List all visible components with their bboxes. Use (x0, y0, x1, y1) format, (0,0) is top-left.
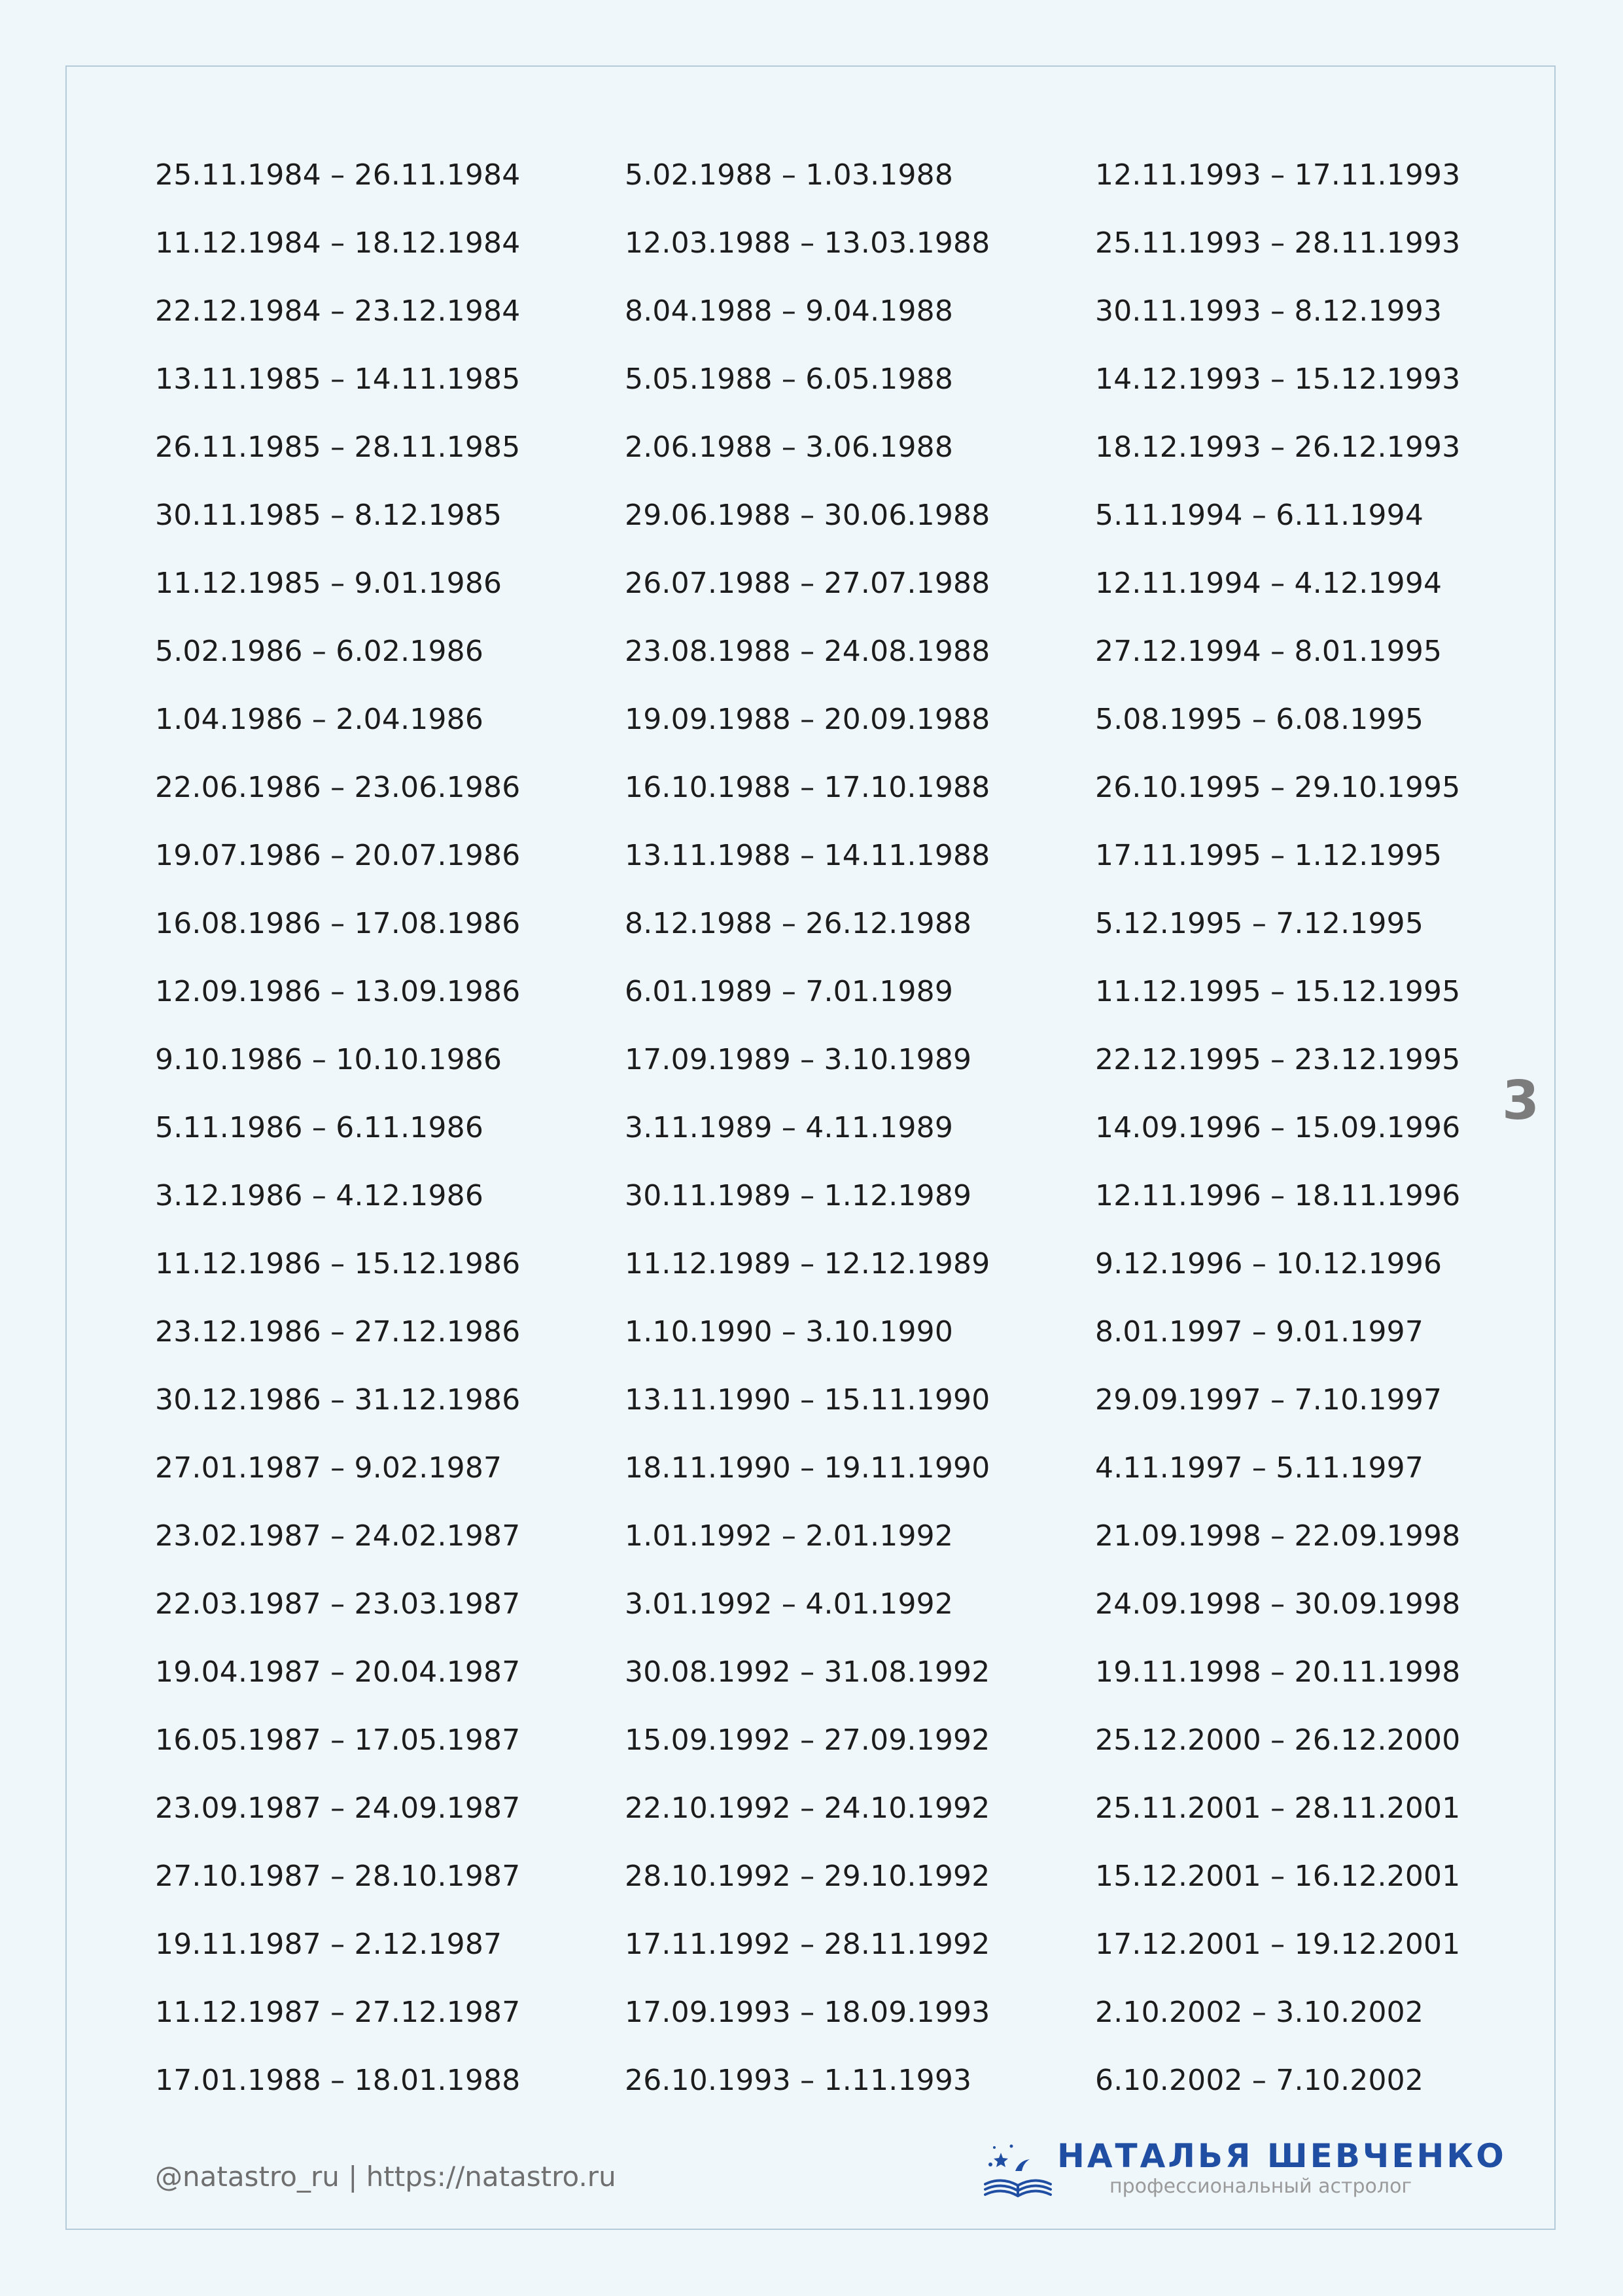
date-range: 25.12.2000 – 26.12.2000 (1095, 1723, 1461, 1757)
date-range: 2.06.1988 – 3.06.1988 (625, 431, 954, 464)
date-range: 22.12.1995 – 23.12.1995 (1095, 1043, 1461, 1076)
date-range: 15.12.2001 – 16.12.2001 (1095, 1860, 1461, 1893)
date-range: 24.09.1998 – 30.09.1998 (1095, 1587, 1461, 1621)
date-range: 11.12.1985 – 9.01.1986 (155, 567, 502, 600)
date-range: 13.11.1988 – 14.11.1988 (625, 839, 990, 872)
date-range: 29.06.1988 – 30.06.1988 (625, 499, 990, 532)
date-range: 9.10.1986 – 10.10.1986 (155, 1043, 502, 1076)
date-range: 14.12.1993 – 15.12.1993 (1095, 362, 1461, 396)
date-range: 5.02.1986 – 6.02.1986 (155, 635, 484, 668)
date-range: 27.10.1987 – 28.10.1987 (155, 1860, 521, 1893)
date-range: 18.11.1990 – 19.11.1990 (625, 1451, 990, 1485)
date-range: 5.11.1986 – 6.11.1986 (155, 1111, 484, 1144)
date-range: 17.09.1993 – 18.09.1993 (625, 1996, 990, 2029)
date-range: 23.12.1986 – 27.12.1986 (155, 1315, 521, 1349)
dates-column-2 (625, 156, 991, 2129)
date-range: 5.02.1988 – 1.03.1988 (625, 158, 954, 192)
date-range: 19.04.1987 – 20.04.1987 (155, 1655, 521, 1689)
page-number: 3 (1502, 1070, 1540, 1132)
date-range: 27.12.1994 – 8.01.1995 (1095, 635, 1442, 668)
date-range: 26.10.1993 – 1.11.1993 (625, 2064, 972, 2097)
date-range: 26.11.1985 – 28.11.1985 (155, 431, 521, 464)
date-range: 12.11.1993 – 17.11.1993 (1095, 158, 1461, 192)
date-range: 12.03.1988 – 13.03.1988 (625, 226, 990, 260)
date-range: 12.11.1994 – 4.12.1994 (1095, 567, 1442, 600)
date-range: 19.11.1998 – 20.11.1998 (1095, 1655, 1461, 1689)
date-range: 25.11.2001 – 28.11.2001 (1095, 1792, 1461, 1825)
date-range: 17.11.1992 – 28.11.1992 (625, 1928, 990, 1961)
date-range: 13.11.1985 – 14.11.1985 (155, 362, 521, 396)
date-range: 5.11.1994 – 6.11.1994 (1095, 499, 1424, 532)
date-range: 11.12.1986 – 15.12.1986 (155, 1247, 521, 1280)
date-range: 16.10.1988 – 17.10.1988 (625, 771, 990, 804)
dates-column-3 (1095, 156, 1461, 2129)
date-range: 30.11.1985 – 8.12.1985 (155, 499, 502, 532)
date-range: 15.09.1992 – 27.09.1992 (625, 1723, 990, 1757)
date-range: 16.05.1987 – 17.05.1987 (155, 1723, 521, 1757)
date-range: 30.08.1992 – 31.08.1992 (625, 1655, 990, 1689)
date-range: 23.02.1987 – 24.02.1987 (155, 1519, 521, 1553)
date-range: 1.04.1986 – 2.04.1986 (155, 703, 484, 736)
date-range: 8.04.1988 – 9.04.1988 (625, 294, 954, 328)
date-range: 19.07.1986 – 20.07.1986 (155, 839, 521, 872)
date-range: 28.10.1992 – 29.10.1992 (625, 1860, 990, 1893)
date-range: 17.12.2001 – 19.12.2001 (1095, 1928, 1461, 1961)
date-range: 4.11.1997 – 5.11.1997 (1095, 1451, 1424, 1485)
date-range: 16.08.1986 – 17.08.1986 (155, 907, 521, 940)
date-range: 14.09.1996 – 15.09.1996 (1095, 1111, 1461, 1144)
brand-logo (979, 2134, 1507, 2206)
date-range: 25.11.1993 – 28.11.1993 (1095, 226, 1461, 260)
date-range: 1.01.1992 – 2.01.1992 (625, 1519, 954, 1553)
date-range: 22.03.1987 – 23.03.1987 (155, 1587, 521, 1621)
date-range: 30.12.1986 – 31.12.1986 (155, 1383, 521, 1417)
date-range: 26.10.1995 – 29.10.1995 (1095, 771, 1461, 804)
date-range: 19.09.1988 – 20.09.1988 (625, 703, 990, 736)
date-range: 17.01.1988 – 18.01.1988 (155, 2064, 521, 2097)
date-range: 3.01.1992 – 4.01.1992 (625, 1587, 954, 1621)
date-range: 17.09.1989 – 3.10.1989 (625, 1043, 972, 1076)
date-range: 12.09.1986 – 13.09.1986 (155, 975, 521, 1008)
date-range: 11.12.1987 – 27.12.1987 (155, 1996, 521, 2029)
date-range: 19.11.1987 – 2.12.1987 (155, 1928, 502, 1961)
date-range: 29.09.1997 – 7.10.1997 (1095, 1383, 1442, 1417)
date-range: 1.10.1990 – 3.10.1990 (625, 1315, 954, 1349)
date-range: 3.11.1989 – 4.11.1989 (625, 1111, 954, 1144)
logo-subtitle: профессиональный астролог (1109, 2175, 1412, 2198)
date-range: 8.01.1997 – 9.01.1997 (1095, 1315, 1424, 1349)
date-range: 22.10.1992 – 24.10.1992 (625, 1792, 990, 1825)
date-range: 5.05.1988 – 6.05.1988 (625, 362, 954, 396)
date-range: 11.12.1989 – 12.12.1989 (625, 1247, 990, 1280)
date-range: 9.12.1996 – 10.12.1996 (1095, 1247, 1442, 1280)
date-range: 25.11.1984 – 26.11.1984 (155, 158, 521, 192)
date-range: 5.08.1995 – 6.08.1995 (1095, 703, 1424, 736)
date-range: 22.12.1984 – 23.12.1984 (155, 294, 521, 328)
date-range: 18.12.1993 – 26.12.1993 (1095, 431, 1461, 464)
footer-contacts: @natastro_ru | https://natastro.ru (155, 2161, 616, 2193)
date-range: 2.10.2002 – 3.10.2002 (1095, 1996, 1424, 2029)
date-range: 30.11.1993 – 8.12.1993 (1095, 294, 1442, 328)
date-range: 12.11.1996 – 18.11.1996 (1095, 1179, 1461, 1212)
date-range: 23.08.1988 – 24.08.1988 (625, 635, 990, 668)
date-range: 11.12.1995 – 15.12.1995 (1095, 975, 1461, 1008)
date-range: 8.12.1988 – 26.12.1988 (625, 907, 972, 940)
date-range: 13.11.1990 – 15.11.1990 (625, 1383, 990, 1417)
logo-name: НАТАЛЬЯ ШЕВЧЕНКО (1057, 2137, 1507, 2175)
date-range: 22.06.1986 – 23.06.1986 (155, 771, 521, 804)
date-range: 3.12.1986 – 4.12.1986 (155, 1179, 484, 1212)
date-range: 30.11.1989 – 1.12.1989 (625, 1179, 972, 1212)
date-range: 6.01.1989 – 7.01.1989 (625, 975, 954, 1008)
date-range: 5.12.1995 – 7.12.1995 (1095, 907, 1424, 940)
date-range: 21.09.1998 – 22.09.1998 (1095, 1519, 1461, 1553)
book-stars-icon (979, 2138, 1057, 2201)
dates-column-1 (155, 156, 521, 2129)
date-range: 26.07.1988 – 27.07.1988 (625, 567, 990, 600)
date-range: 23.09.1987 – 24.09.1987 (155, 1792, 521, 1825)
date-range: 27.01.1987 – 9.02.1987 (155, 1451, 502, 1485)
date-range: 17.11.1995 – 1.12.1995 (1095, 839, 1442, 872)
date-range: 6.10.2002 – 7.10.2002 (1095, 2064, 1424, 2097)
date-range: 11.12.1984 – 18.12.1984 (155, 226, 521, 260)
